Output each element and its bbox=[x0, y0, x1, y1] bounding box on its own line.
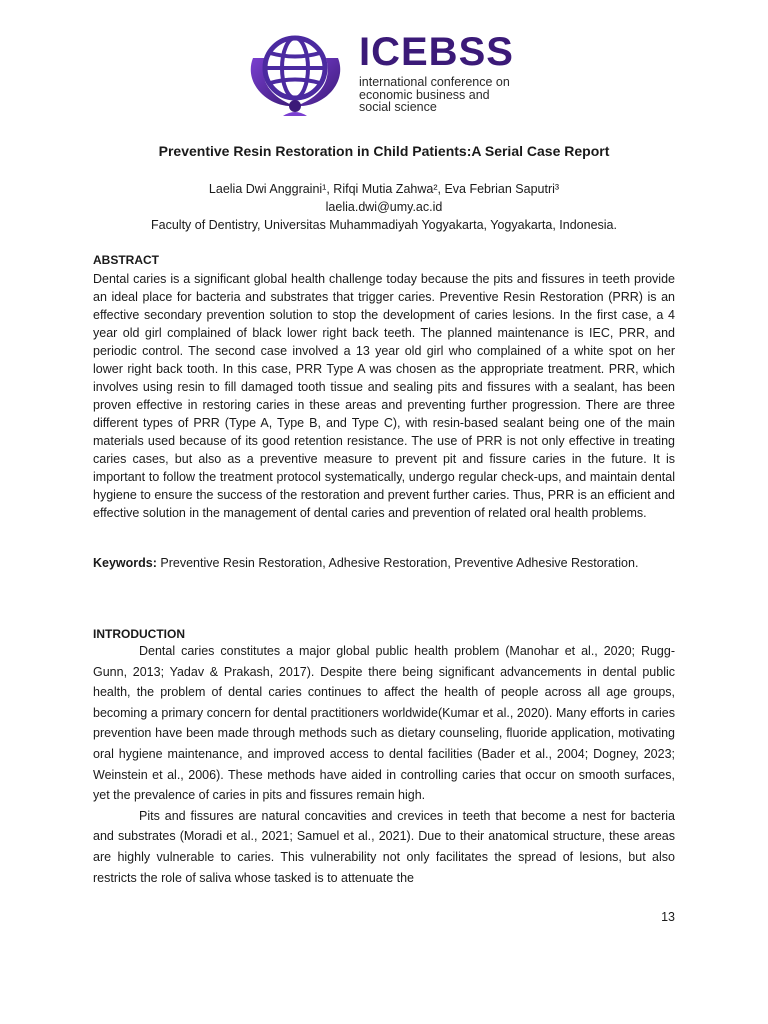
keywords-list: Preventive Resin Restoration, Adhesive Restoration, Preventive Adhesive Restoration. bbox=[156, 556, 639, 570]
logo-subtitle-line: economic business and bbox=[359, 87, 490, 102]
author-email: laelia.dwi@umy.ac.id bbox=[325, 200, 443, 214]
paper-title: Preventive Resin Restoration in Child Patients:A Serial Case Report bbox=[158, 143, 610, 159]
page-number: 13 bbox=[661, 910, 675, 924]
logo-subtitle-line: social science bbox=[359, 100, 437, 114]
logo-subtitle-line: international conference on bbox=[359, 75, 510, 89]
abstract-heading: ABSTRACT bbox=[93, 253, 159, 267]
keywords bbox=[93, 554, 675, 572]
abstract-text: Dental caries is a significant global health challenge today because the pits and fissures in teeth provide an ideal place for bacteria and substrates that trigger caries. Preventive Resin Restoration (PRR) is an effective secondary prevention solution to stop the development of caries lesions. In the first case, a 4 year old girl complained of black lower right back teeth. The planned maintenance is IEC, PRR, and periodic control. The second case involved a 13 year old girl who complained of a white spot on her lower right back tooth. In this case, PRR Type A was chosen as the appropriate treatment. PRR, which involves using resin to fill damaged tooth tissue and sealing pits and fissures with a sealant, has been proven effective in restoring caries in these areas and preventing further progression. There are three different types of PRR (Type A, Type B, and Type C), with resin-based sealant being one of the main materials used because of its good retention resistance. The use of PRR is not only effective in treating caries cases, but also as a preventive measure to prevent pit and fissure caries in the future. It is important to follow the treatment protocol systematically, undergo regular check-ups, and maintain dental hygiene to ensure the success of the restoration and prevent further caries. Thus, PRR is an efficient and effective solution in the management of dental caries and prevention of related oral health problems. bbox=[93, 272, 675, 520]
introduction-paragraph: Dental caries constitutes a major global public health problem (Manohar et al., 2020; Rugg-Gunn, 2013; Yadav & Prakash, 2017). Despite there being significant advancements in dental public health, the problem of dental caries continues to affect the health of people across all age groups, becoming a primary concern for dental practitioners worldwide(Kumar et al., 2020). Many efforts in caries prevention have been made through methods such as dietary counseling, fluoride application, motivating oral hygiene maintenance, and improved access to dental facilities (Bader et al., 2004; Dogney, 2023; Weinstein et al., 2006). These methods have aided in controlling caries that occur on smooth surfaces, yet the prevalence of caries in pits and fissures remain high. bbox=[93, 644, 675, 803]
introduction-body bbox=[93, 641, 675, 888]
author-names: Laelia Dwi Anggraini¹, Rifqi Mutia Zahwa², Eva Febrian Saputri³ bbox=[208, 182, 560, 196]
keywords-label: Keywords: bbox=[93, 556, 157, 570]
author-affiliation: Faculty of Dentistry, Universitas Muhammadiyah Yogyakarta, Yogyakarta, Indonesia. bbox=[151, 218, 617, 232]
logo-wordmark: ICEBSS bbox=[359, 30, 514, 74]
globe-emblem-icon bbox=[243, 28, 348, 118]
author-block bbox=[93, 180, 675, 234]
introduction-paragraph: Pits and fissures are natural concavities and crevices in teeth that become a nest for bacteria and substrates (Moradi et al., 2021; Samuel et al., 2021). Due to their anatomical structure, these areas are highly vulnerable to caries. This vulnerability not only facilitates the spread of lesions, but also restricts the role of saliva whose tasked is to attenuate the bbox=[93, 808, 675, 885]
logo-subtitle bbox=[359, 76, 549, 114]
introduction-heading: INTRODUCTION bbox=[93, 627, 185, 641]
conference-logo bbox=[243, 28, 543, 118]
